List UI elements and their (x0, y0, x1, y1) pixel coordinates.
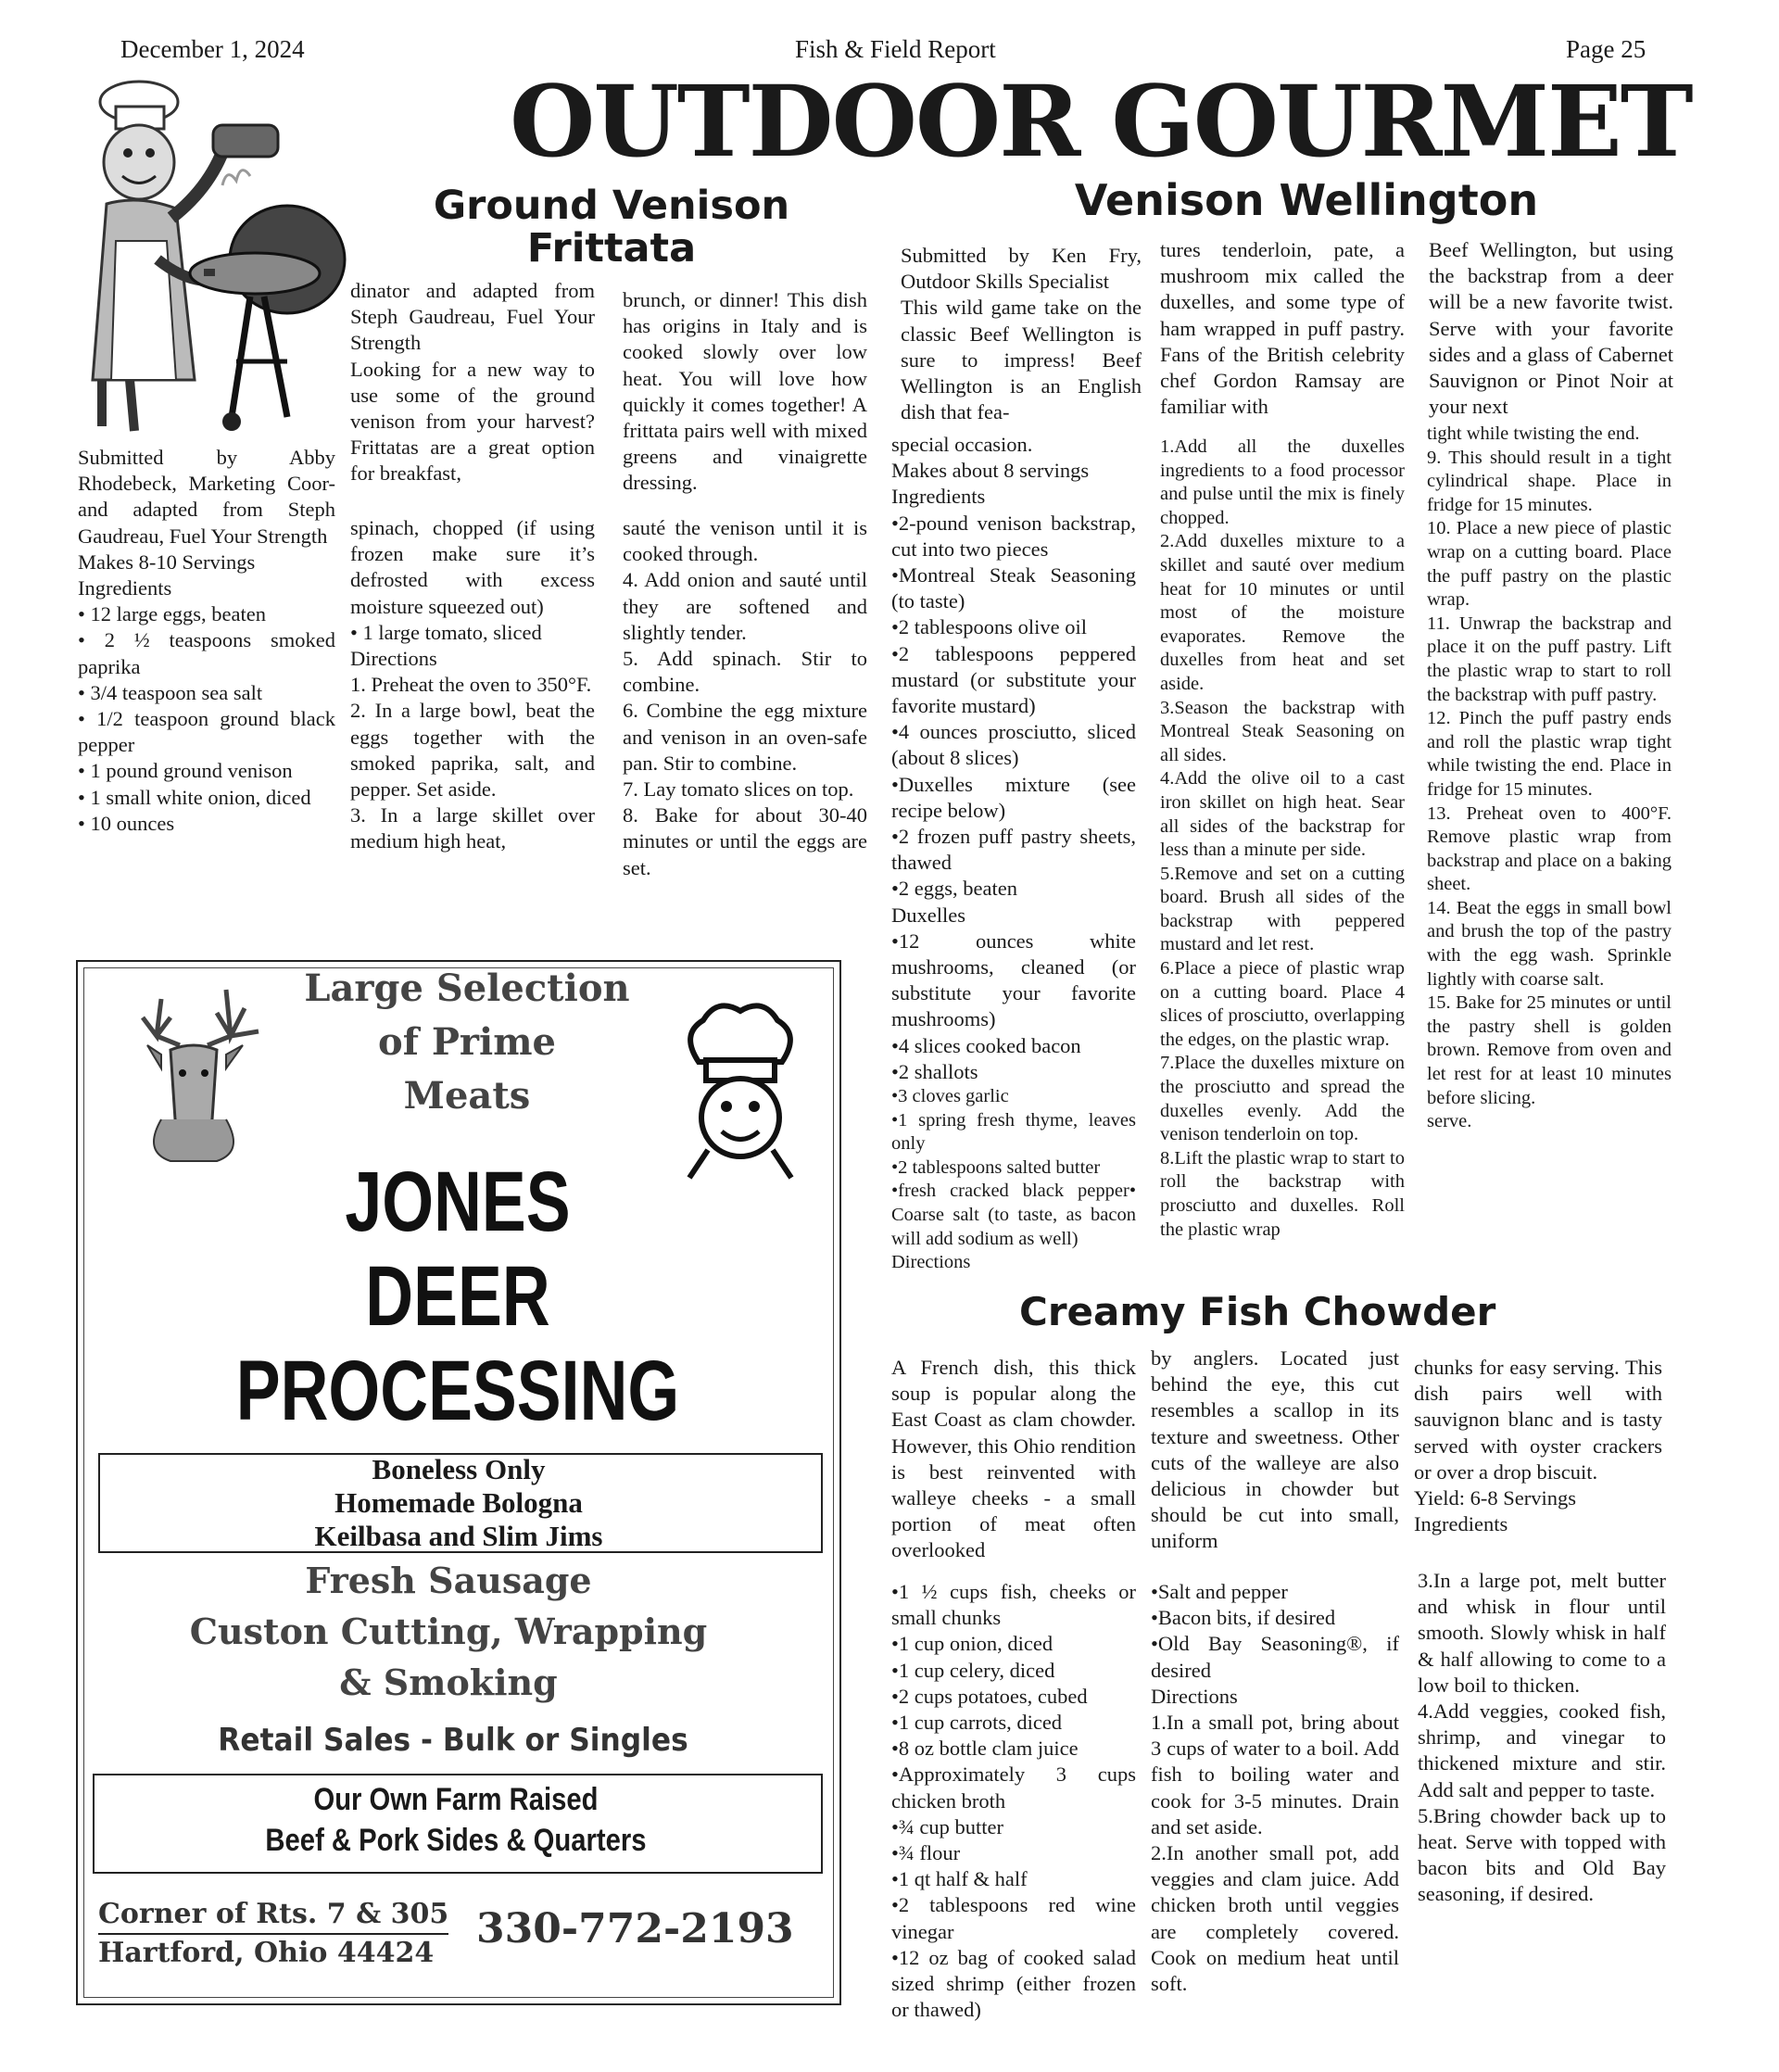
chowder-text: •2 tablespoons red wine vinegar (891, 1893, 1136, 1943)
frittata-col1 (78, 445, 335, 941)
chowder-text: •Approximately 3 cups chicken broth (891, 1762, 1136, 1813)
chowder-text: 5.Bring chowder back up to heat. Serve with topped with bacon bits and Old Bay seasoning, if desired. (1418, 1803, 1666, 1906)
chowder-text: •1 cup celery, diced (891, 1658, 1055, 1682)
wellington-text: •2-pound venison backstrap, cut into two pieces (891, 511, 1136, 561)
wellington-text: •2 tablespoons olive oil (891, 615, 1087, 639)
wellington-text: 4.Add the olive oil to a cast iron skillet on high heat. Sear all sides of the backstrap for less than a minute per side. (1160, 768, 1405, 861)
chowder-text: 2.In another small pot, add veggies and clam juice. Add chicken broth until veggies are completely covered. Cook on medium heat until soft. (1151, 1841, 1399, 1996)
ad-headline-line2: of Prime (378, 1020, 556, 1064)
chowder-text: 3.In a large pot, melt butter and whisk in flour until smooth. Slowly whisk in half & half allowing to come to a low boil to thicken. (1418, 1569, 1666, 1697)
wellington-text: Directions (891, 1252, 971, 1273)
ad-headline (263, 962, 671, 1123)
frittata-text: sauté the venison until it is cooked through. (623, 516, 867, 566)
chowder-text: 1.In a small pot, bring about 3 cups of water to a boil. Add fish to boiling water and cook for 3-5 minutes. Drain and set aside. (1151, 1711, 1399, 1838)
wellington-text: 6.Place a piece of plastic wrap on a cutting board. Place 4 slices of prosciutto, overlapping the edges, on the plastic wrap. (1160, 958, 1405, 1050)
frittata-text: Makes 8-10 Servings (78, 550, 256, 574)
chowder-col3-bottom (1418, 1568, 1666, 1957)
ad-service: & Smoking (339, 1661, 558, 1703)
wellington-col2-top (1160, 237, 1405, 423)
wellington-col1-top (901, 243, 1142, 428)
ad-address-line2: Hartford, Ohio 44424 (98, 1937, 435, 1969)
deer-head-icon (106, 980, 282, 1166)
ad-specialty: Keilbasa and Slim Jims (314, 1520, 603, 1552)
frittata-text: • 3/4 teaspoon sea salt (78, 680, 263, 704)
publication-name: Fish & Field Report (795, 35, 996, 63)
chowder-text: chunks for easy serving. This dish pairs well with sauvignon blanc and is tasty served with oyster crackers or over a drop biscuit. (1414, 1356, 1662, 1484)
chowder-col2-top (1151, 1346, 1399, 1557)
frittata-text: • 2 ½ teaspoons smoked paprika (78, 628, 335, 678)
chowder-col1-top (891, 1355, 1136, 1566)
wellington-col3-bottom (1427, 423, 1672, 1257)
wellington-text: 10. Place a new piece of plastic wrap on a cutting board. Place the puff pastry on the plastic wrap. (1427, 518, 1672, 611)
ad-service: Fresh Sausage (305, 1560, 592, 1601)
wellington-text: Submitted by Ken Fry, Outdoor Skills Specialist (901, 244, 1142, 294)
wellington-text: Duxelles (891, 903, 965, 927)
ad-specialty: Homemade Bologna (334, 1486, 583, 1519)
frittata-title-line1: Ground Venison (433, 183, 790, 229)
ad-services (78, 1555, 819, 1708)
frittata-text: 7. Lay tomato slices on top. (623, 777, 854, 802)
frittata-text: 4. Add onion and sauté until they are softened and slightly tender. (623, 568, 867, 644)
frittata-text: 5. Add spinach. Stir to combine. (623, 647, 867, 697)
frittata-text: 1. Preheat the oven to 350°F. (350, 673, 592, 697)
wellington-text: 5.Remove and set on a cutting board. Brush all sides of the backstrap with peppered mustard and let rest. (1160, 863, 1405, 955)
chowder-text: by anglers. Located just behind the eye, this cut resembles a scallop in its texture and sweetness. Other cuts of the walleye are also delicious in chowder but should be cut into small, uniform (1151, 1346, 1399, 1553)
frittata-text: Ingredients (78, 576, 172, 600)
chowder-text: •2 cups potatoes, cubed (891, 1684, 1088, 1708)
wellington-title: Venison Wellington (1074, 175, 1539, 225)
ad-name-line3: PROCESSING (235, 1344, 680, 1438)
frittata-submitter: Submitted by Abby Rhodebeck, Marketing Coor- and adapted from Steph Gaudreau, Fuel Your Strength (78, 446, 335, 548)
chowder-text: •Bacon bits, if desired (1151, 1606, 1336, 1630)
wellington-text: special occasion. (891, 433, 1033, 456)
wellington-text: 14. Beat the eggs in small bowl and brush the top of the pastry with the egg wash. Sprinkle lightly with coarse salt. (1427, 897, 1672, 990)
wellington-text: 9. This should result in a tight cylindrical shape. Place in fridge for 15 minutes. (1427, 447, 1672, 515)
jones-deer-processing-ad (76, 960, 841, 2005)
chowder-text: •1 ½ cups fish, cheeks or small chunks (891, 1580, 1136, 1630)
wellington-text: serve. (1427, 1111, 1472, 1132)
frittata-text: 8. Bake for about 30-40 minutes or until the eggs are set. (623, 803, 867, 879)
frittata-text: • 1 small white onion, diced (78, 785, 311, 809)
chowder-text: •Salt and pepper (1151, 1580, 1288, 1603)
frittata-col2-top (350, 278, 595, 486)
wellington-text: •1 spring fresh thyme, leaves only (891, 1109, 1136, 1155)
chowder-text: Yield: 6-8 Servings (1414, 1486, 1576, 1510)
ad-headline-line1: Large Selection (304, 967, 630, 1010)
wellington-text: 15. Bake for 25 minutes or until the pastry shell is golden brown. Remove from oven and let rest for at least 10 minutes before slicing. (1427, 992, 1672, 1108)
wellington-col3-top (1429, 237, 1673, 423)
wellington-text: •2 tablespoons peppered mustard (or substitute your favorite mustard) (891, 641, 1136, 718)
ad-name-line1: JONES (345, 1155, 571, 1249)
ad-address (98, 1896, 469, 1972)
wellington-text: Ingredients (891, 485, 986, 509)
frittata-text: Looking for a new way to use some of the ground venison from your harvest? Frittatas are a great option for breakfast, (350, 357, 595, 486)
wellington-text: •4 slices cooked bacon (891, 1033, 1081, 1057)
wellington-text: •Montreal Steak Seasoning (to taste) (891, 563, 1136, 613)
frittata-text: • 12 large eggs, beaten (78, 602, 267, 626)
chowder-col2-bottom (1151, 1579, 1399, 2042)
wellington-text: tight while twisting the end. (1427, 423, 1640, 444)
frittata-text: 2. In a large bowl, beat the eggs together with the smoked paprika, salt, and pepper. Set aside. (350, 699, 595, 802)
wellington-text: •2 tablespoons salted butter (891, 1156, 1101, 1178)
frittata-text: • 1 large tomato, sliced (350, 620, 542, 644)
wellington-text: •3 cloves garlic (891, 1086, 1009, 1107)
wellington-text: •12 ounces white mushrooms, cleaned (or substitute your favorite mushrooms) (891, 929, 1136, 1031)
frittata-text: 6. Combine the egg mixture and venison in an oven-safe pan. Stir to combine. (623, 699, 867, 775)
chowder-text: Ingredients (1414, 1512, 1508, 1536)
chowder-text: •8 oz bottle clam juice (891, 1737, 1079, 1761)
wellington-text: •Duxelles mixture (see recipe below) (891, 772, 1136, 822)
page-number: Page 25 (1566, 35, 1647, 63)
ad-specialty: Boneless Only (372, 1453, 546, 1485)
frittata-text: brunch, or dinner! This dish has origins in Italy and is cooked slowly over low heat. You will love how quickly it comes together! A frittata pairs well with mixed greens and vinaigrette dressing. (623, 288, 867, 495)
frittata-col2-bottom (350, 515, 595, 941)
wellington-col1-bottom (891, 432, 1136, 1298)
wellington-text: 2.Add duxelles mixture to a skillet and sauté over medium heat for 10 minutes or until most of the moisture evaporates. Remove the duxelles from heat and set aside. (1160, 531, 1405, 694)
wellington-text: 7.Place the duxelles mixture on the prosciutto and spread the duxelles evenly. Add the venison tenderloin on top. (1160, 1053, 1405, 1145)
chowder-col3-top (1414, 1355, 1662, 1566)
frittata-text: • 1/2 teaspoon ground black pepper (78, 707, 335, 757)
frittata-text: • 1 pound ground venison (78, 759, 293, 783)
wellington-text: •fresh cracked black pepper• Coarse salt (to taste, as bacon will add sodium as well) (891, 1181, 1136, 1249)
issue-date: December 1, 2024 (120, 35, 305, 63)
wellington-col2-bottom (1160, 436, 1405, 1297)
wellington-text: tures tenderloin, pate, a mushroom mix called the duxelles, and some type of ham wrapped in puff pastry. Fans of the British celebrity chef Gordon Ramsay are familiar with (1160, 238, 1405, 419)
chowder-text: •¾ flour (891, 1841, 961, 1865)
wellington-text: 13. Preheat oven to 400°F. Remove plastic wrap from backstrap and place on a baking sheet. (1427, 802, 1672, 895)
ad-phone: 330-772-2193 (476, 1905, 794, 1952)
wellington-text: •2 eggs, beaten (891, 877, 1017, 901)
wellington-text: This wild game take on the classic Beef Wellington is sure to impress! Beef Wellington is an English dish that fea- (901, 296, 1142, 424)
frittata-text: • 10 ounces (78, 811, 175, 835)
frittata-text: dinator and adapted from Steph Gaudreau, Fuel Your Strength (350, 279, 595, 355)
wellington-text: •2 shallots (891, 1059, 978, 1083)
wellington-text: Makes about 8 servings (891, 459, 1090, 483)
chowder-text: •1 qt half & half (891, 1867, 1028, 1891)
ad-headline-line3: Meats (403, 1074, 531, 1118)
ad-farm-line2: Beef & Pork Sides & Quarters (265, 1823, 647, 1858)
ad-service: Custon Cutting, Wrapping (189, 1611, 708, 1652)
wellington-text: •2 frozen puff pastry sheets, thawed (891, 825, 1136, 875)
frittata-text: Directions (350, 647, 437, 671)
chowder-col1-bottom (891, 1579, 1136, 2042)
ad-address-line1: Corner of Rts. 7 & 305 (98, 1896, 448, 1935)
frittata-text: 3. In a large skillet over medium high heat, (350, 803, 595, 853)
ad-specialties (98, 1453, 819, 1553)
chowder-text: •12 oz bag of cooked salad sized shrimp (either frozen or thawed) (891, 1945, 1136, 2022)
ad-name-line2: DEER (365, 1249, 550, 1344)
ad-retail-sales: Retail Sales - Bulk or Singles (218, 1722, 688, 1759)
wellington-text: 1.Add all the duxelles ingredients to a food processor and pulse until the mix is finely chopped. (1160, 436, 1405, 528)
ad-farm-raised (144, 1779, 768, 1861)
chowder-title: Creamy Fish Chowder (1019, 1289, 1496, 1334)
wellington-text: Beef Wellington, but using the backstrap from a deer will be a new favorite twist. Serve with your favorite sides and a glass of Cabernet Sauvignon or Pinot Noir at your next (1429, 238, 1673, 419)
chowder-text: •1 cup carrots, diced (891, 1711, 1063, 1735)
chowder-text: Directions (1151, 1684, 1238, 1708)
chowder-text: 4.Add veggies, cooked fish, shrimp, and vinegar to thickened mixture and stir. Add salt and pepper to taste. (1418, 1699, 1666, 1801)
wellington-text: •4 ounces prosciutto, sliced (about 8 slices) (891, 720, 1136, 770)
frittata-text: spinach, chopped (if using frozen make sure it’s defrosted with excess moisture squeezed out) (350, 516, 595, 618)
chef-grilling-illustration (65, 74, 361, 445)
chowder-text: •1 cup onion, diced (891, 1632, 1054, 1656)
wellington-text: 8.Lift the plastic wrap to start to roll the backstrap with prosciutto and duxelles. Roll the plastic wrap (1160, 1147, 1405, 1240)
frittata-col3-bottom (623, 515, 867, 941)
chowder-text: A French dish, this thick soup is popular along the East Coast as clam chowder. However, this Ohio rendition is best reinvented with walleye cheeks - a small portion of meat often overlooked (891, 1356, 1136, 1562)
chowder-text: •Old Bay Seasoning®, if desired (1151, 1632, 1399, 1682)
wellington-text: 12. Pinch the puff pastry ends and roll the plastic wrap tight while twisting the end. Place in fridge for 15 minutes. (1427, 708, 1672, 800)
section-title: OUTDOOR GOURMET (510, 63, 1692, 179)
frittata-title-line2: Frittata (526, 224, 697, 272)
wellington-text: 3.Season the backstrap with Montreal Steak Seasoning on all sides. (1160, 697, 1405, 765)
ad-business-name (205, 1155, 711, 1438)
ad-farm-line1: Our Own Farm Raised (313, 1782, 599, 1817)
frittata-col3-top (623, 287, 867, 496)
frittata-title (371, 185, 852, 270)
wellington-text: 11. Unwrap the backstrap and place it on the puff pastry. Lift the plastic wrap to start to roll the backstrap with puff pastry. (1427, 613, 1672, 705)
chowder-text: •¾ cup butter (891, 1814, 1003, 1838)
